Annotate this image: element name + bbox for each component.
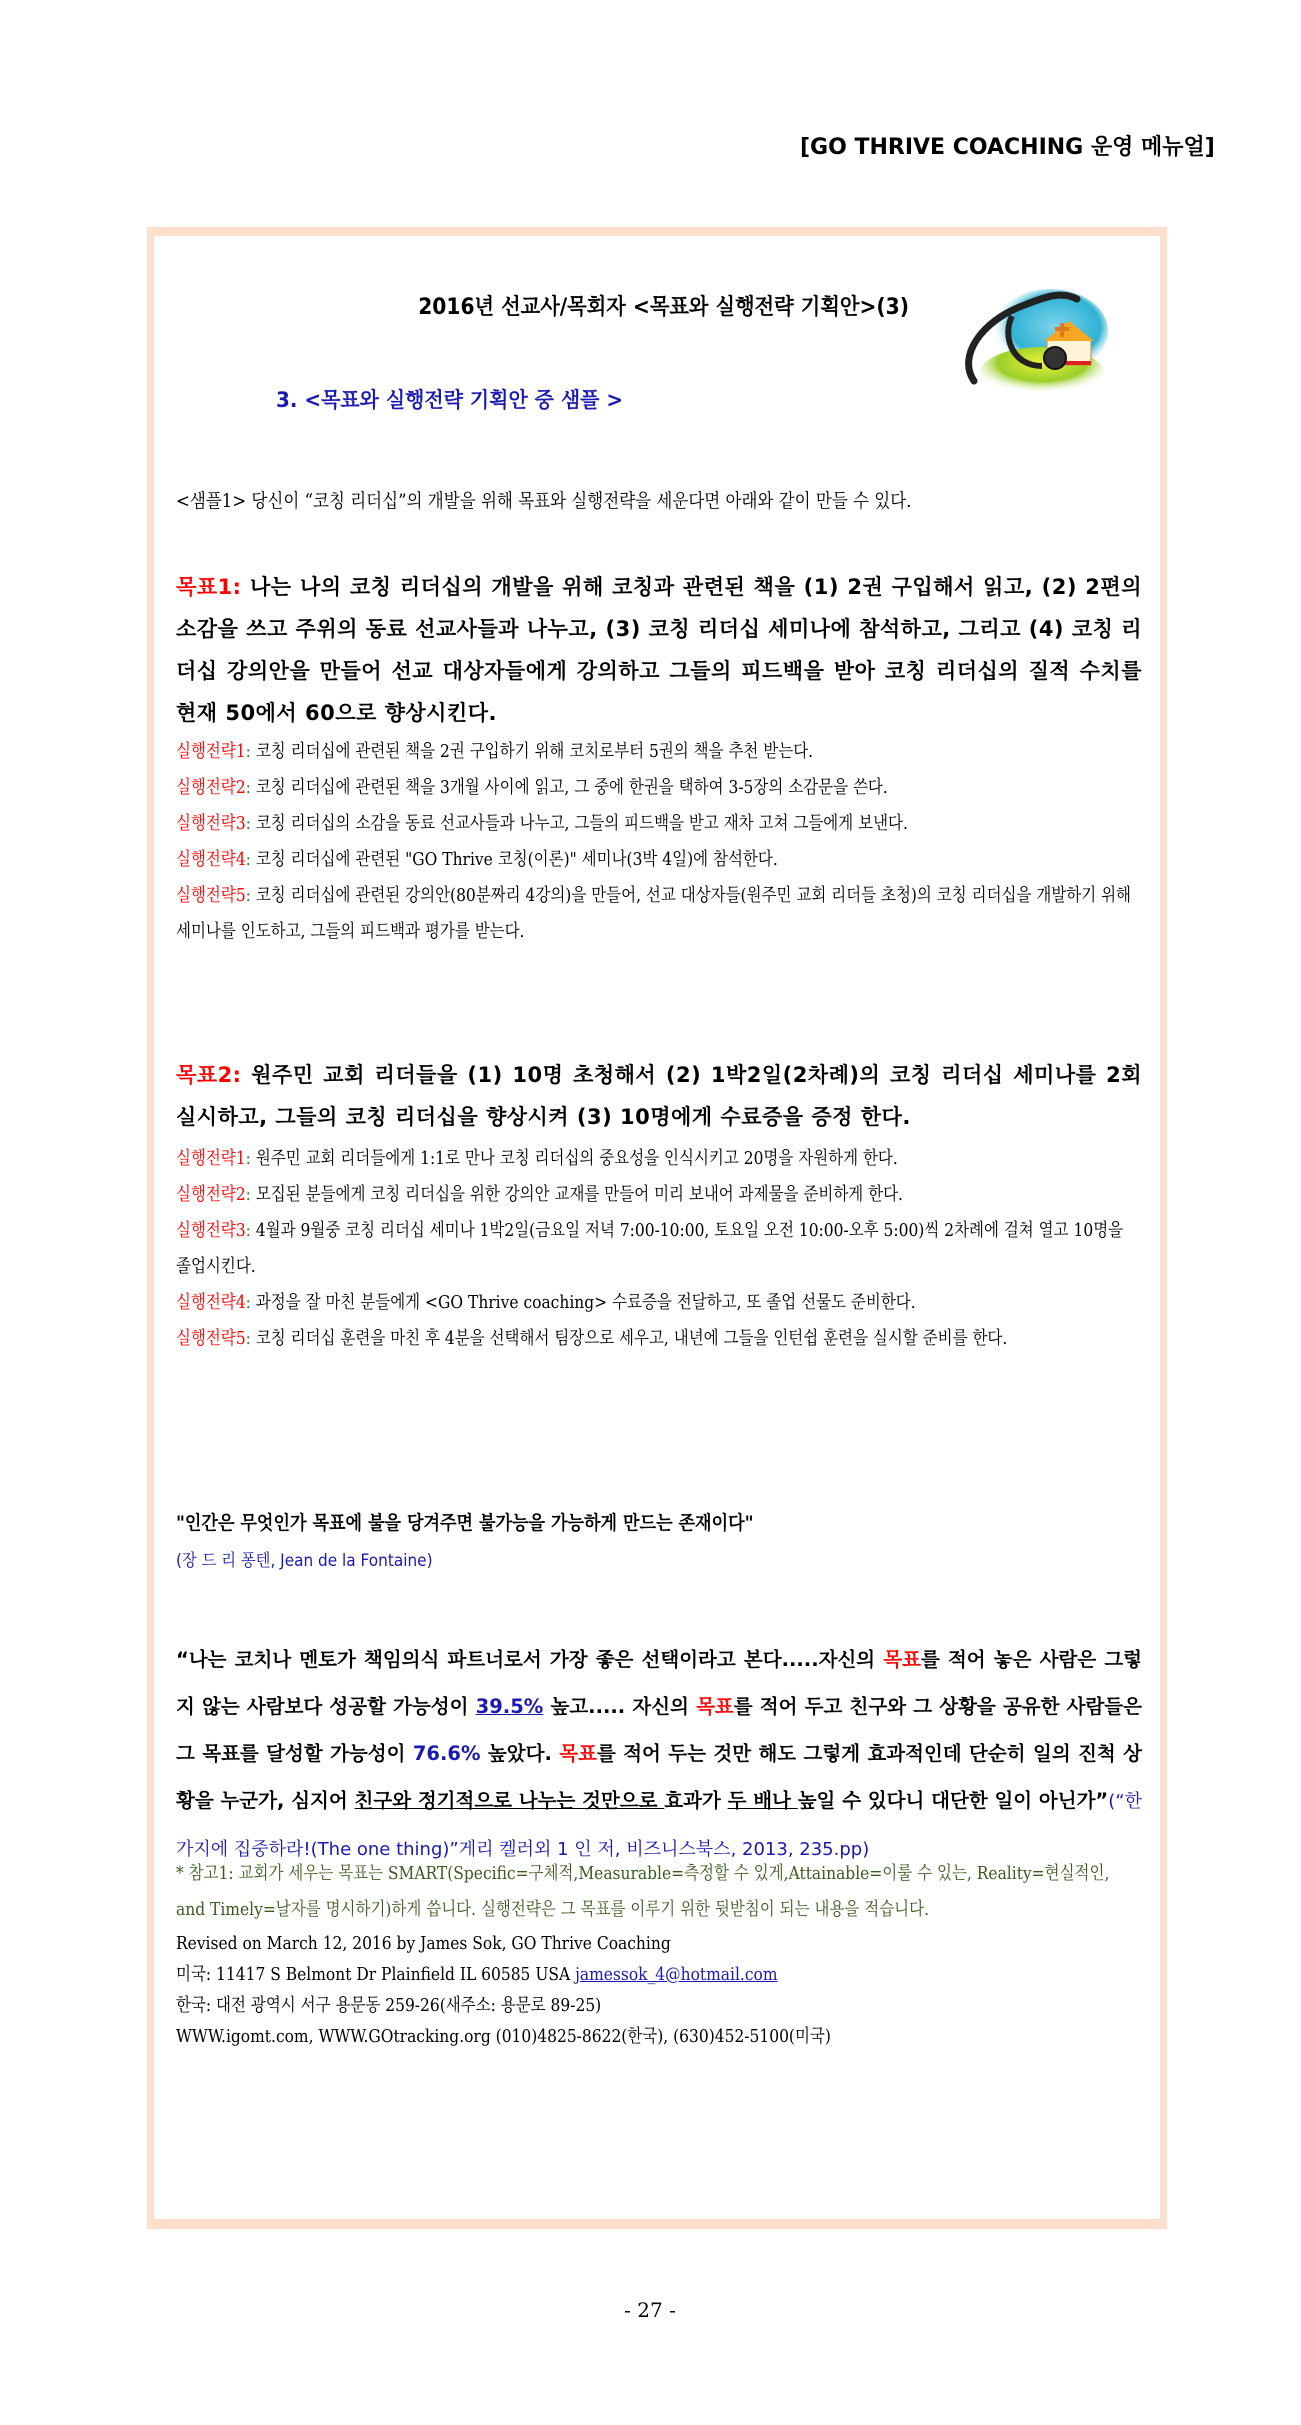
strategy-item: 실행전략1: 코칭 리더십에 관련된 책을 2권 구입하기 위해 코치로부터 5권의 책을 추천 받는다. <box>176 741 814 762</box>
stethoscope-church-icon <box>952 261 1112 401</box>
goal-2 <box>176 1054 1142 1138</box>
goal-2-strategies <box>176 1141 1142 1357</box>
strategy-item: 실행전략5: 코칭 리더십에 관련된 강의안(80분짜리 4강의)을 만들어, 선교 대상자들(원주민 교회 리더들 초청)의 코칭 리더십을 개발하기 위해 세미나를 인도하고, 그들의 피드백과 평가를 받는다. <box>176 885 1132 942</box>
stat-39-5: 39.5% <box>475 1695 544 1718</box>
keller-quote-paragraph: “나는 코치나 멘토가 책임의식 파트너로서 가장 좋은 선택이라고 본다.....자신의 목표를 적어 놓은 사람은 그렇지 않는 사람보다 성공할 가능성이 39.5% 높고..... 자신의 목표를 적어 두고 친구와 그 상황을 공유한 사람들은 그 목표를 달성할 가능성이 76.6% 높았다. 목표를 적어 두는 것만 해도 그렇게 효과적인데 단순히 일의 진척 상황을 누군가, 심지어 친구와 정기적으로 나누는 것만으로 효과가 두 배나 높일 수 있다니 대단한 일이 아닌가”(“한 가지에 집중하라!(The one thing)”게리 켈러외 1 인 저, 비즈니스북스, 2013, 235.pp) <box>176 1648 1142 1860</box>
revised-line: Revised on March 12, 2016 by James Sok, GO Thrive Coaching <box>176 1933 671 1954</box>
strategy-item: 실행전략3: 코칭 리더십의 소감을 동료 선교사들과 나누고, 그들의 피드백을 받고 재차 고쳐 그들에게 보낸다. <box>176 813 908 834</box>
strategy-item: 실행전략2: 코칭 리더십에 관련된 책을 3개월 사이에 읽고, 그 중에 한권을 택하여 3-5장의 소감문을 쓴다. <box>176 777 888 798</box>
highlight-goal: 목표 <box>696 1695 734 1718</box>
strategy-item: 실행전략4: 과정을 잘 마친 분들에게 <GO Thrive coaching> 수료증을 전달하고, 또 졸업 선물도 준비한다. <box>176 1292 916 1313</box>
content-box <box>147 227 1167 2229</box>
smart-note: * 참고1: 교회가 세우는 목표는 SMART(Specific=구체적,Measurable=측정할 수 있게,Attainable=이룰 수 있는, Reality=현실적인, and Timely=날자를 명시하기)하게 씁니다. 실행전략은 그 목표를 이루기 위한 뒷받침이 되는 내용을 적습니다. <box>176 1863 1110 1920</box>
running-header: [GO THRIVE COACHING 운영 메뉴얼] <box>800 135 1215 160</box>
email-link[interactable]: jamessok_4@hotmail.com <box>575 1964 778 1985</box>
strategy-item: 실행전략3: 4월과 9월중 코칭 리더십 세미나 1박2일(금요일 저녁 7:00-10:00, 토요일 오전 10:00-오후 5:00)씩 2차례에 걸쳐 열고 10명을 졸업시킨다. <box>176 1220 1124 1277</box>
strategy-item: 실행전략2: 모집된 분들에게 코칭 리더십을 위한 강의안 교재를 만들어 미리 보내어 과제물을 준비하게 한다. <box>176 1184 903 1205</box>
goal-1-strategies <box>176 734 1142 950</box>
fontaine-quote: "인간은 무엇인가 목표에 불을 당겨주면 불가능을 가능하게 만드는 존재이다" <box>176 1512 754 1534</box>
document-title: 2016년 선교사/목회자 <목표와 실행전략 기획안>(3) <box>418 295 909 320</box>
website-contacts: WWW.igomt.com, WWW.GOtracking.org (010)4825-8622(한국), (630)452-5100(미국) <box>176 2026 831 2047</box>
goal-1-text: 나는 나의 코칭 리더십의 개발을 위해 코칭과 관련된 책을 (1) 2권 구입해서 읽고, (2) 2편의 소감을 쓰고 주위의 동료 선교사들과 나누고, (3) 코칭 리더십 세미나에 참석하고, 그리고 (4) 코칭 리더십 강의안을 만들어 선교 대상자들에게 강의하고 그들의 피드백을 받아 코칭 리더십의 질적 수치를 현재 50에서 60으로 향상시킨다. <box>176 575 1143 725</box>
us-address: 미국: 11417 S Belmont Dr Plainfield IL 60585 USA jamessok_4@hotmail.com <box>176 1964 778 1985</box>
strategy-item: 실행전략1: 원주민 교회 리더들에게 1:1로 만나 코칭 리더십의 중요성을 인식시키고 20명을 자원하게 한다. <box>176 1148 898 1169</box>
goal-1-label: 목표1: <box>176 575 242 599</box>
book-citation: (“한 가지에 집중하라!(The one thing)”게리 켈러외 1 인 저, 비즈니스북스, 2013, 235.pp) <box>176 1791 1142 1860</box>
strategy-item: 실행전략5: 코칭 리더십 훈련을 마친 후 4분을 선택해서 팀장으로 세우고, 내년에 그들을 인턴쉽 훈련을 실시할 준비를 한다. <box>176 1328 1008 1349</box>
goal-2-text: 원주민 교회 리더들을 (1) 10명 초청해서 (2) 1박2일(2차례)의 코칭 리더십 세미나를 2회 실시하고, 그들의 코칭 리더십을 향상시켜 (3) 10명에게 수료증을 증정 한다. <box>176 1063 1142 1129</box>
sample-intro: <샘플1> 당신이 “코칭 리더십”의 개발을 위해 목표와 실행전략을 세운다면 아래와 같이 만들 수 있다. <box>176 490 912 512</box>
highlight-goal: 목표 <box>883 1648 921 1671</box>
contact-footer <box>176 1928 1208 2052</box>
goal-2-label: 목표2: <box>176 1063 242 1087</box>
highlight-goal: 목표 <box>559 1742 597 1765</box>
stat-76-6: 76.6% <box>412 1742 481 1765</box>
section-subtitle: 3. <목표와 실행전략 기획안 중 샘플 > <box>276 388 624 412</box>
kr-address: 한국: 대전 광역시 서구 용문동 259-26(새주소: 용문로 89-25) <box>176 1995 602 2016</box>
quote-author: (장 드 리 퐁텐, Jean de la Fontaine) <box>176 1551 433 1571</box>
goal-1 <box>176 566 1142 734</box>
strategy-item: 실행전략4: 코칭 리더십에 관련된 "GO Thrive 코칭(이론)" 세미나(3박 4일)에 참석한다. <box>176 849 778 870</box>
page-number: - 27 - <box>624 2298 676 2322</box>
